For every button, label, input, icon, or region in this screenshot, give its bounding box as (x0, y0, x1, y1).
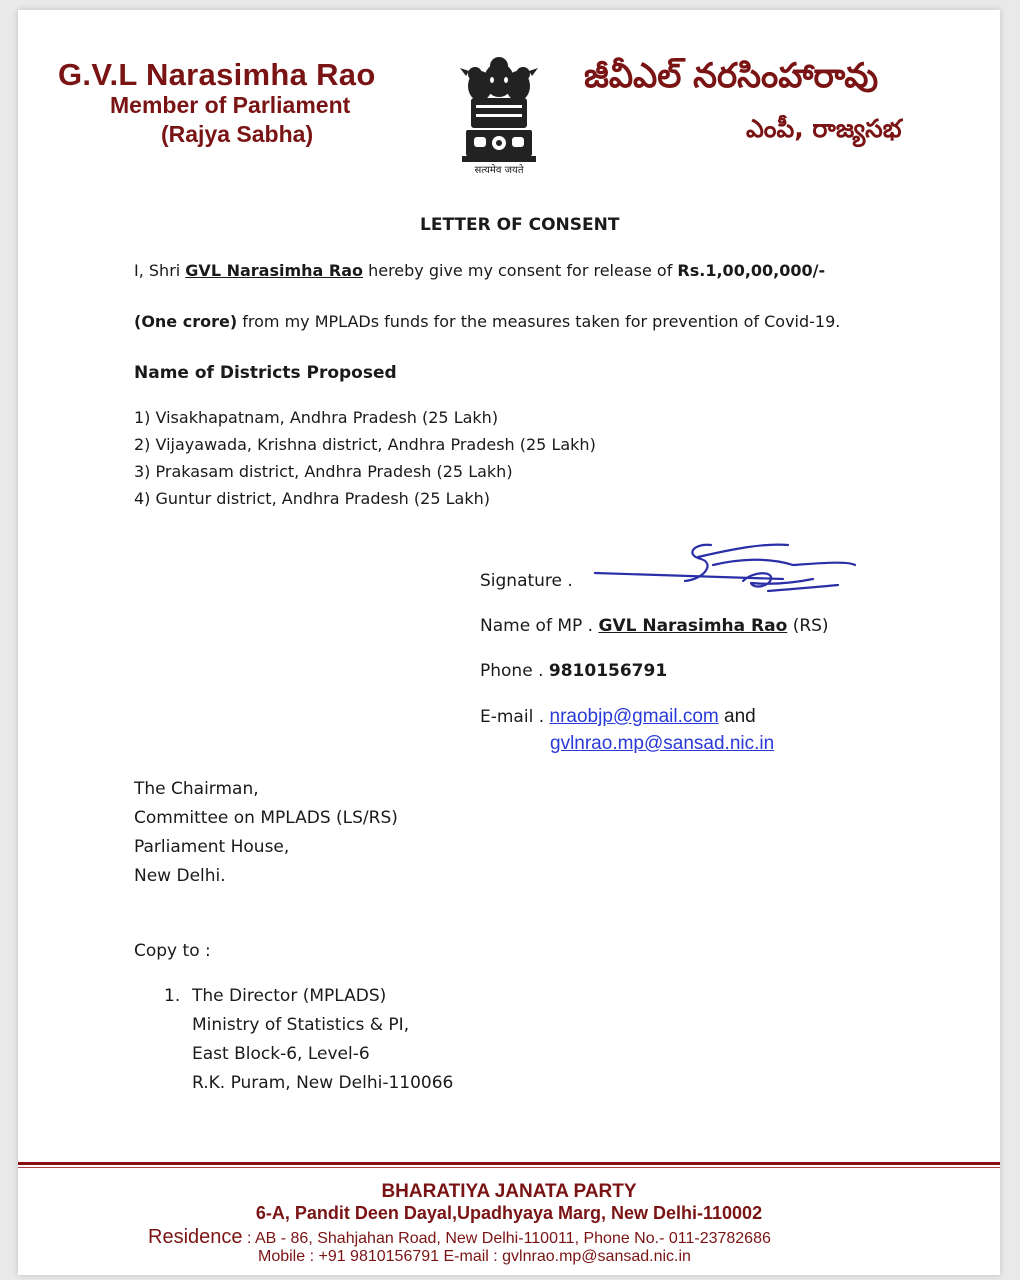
email-and: and (718, 706, 756, 727)
addressee-line: Parliament House, (134, 837, 290, 857)
district-item: 1) Visakhapatnam, Andhra Pradesh (25 Lakh) (134, 408, 499, 427)
footer-divider-thin (18, 1167, 1000, 1168)
district-item: 3) Prakasam district, Andhra Pradesh (25 Lakh) (134, 462, 513, 481)
mp-name: GVL Narasimha Rao (185, 261, 363, 280)
national-emblem-icon (454, 50, 544, 180)
letterhead-house: (Rajya Sabha) (161, 121, 314, 147)
districts-heading: Name of Districts Proposed (134, 363, 397, 383)
footer-divider (18, 1162, 1000, 1165)
letterhead-title: Member of Parliament (110, 92, 351, 118)
letter-heading: LETTER OF CONSENT (420, 215, 620, 235)
residence-label: Residence (148, 1226, 243, 1248)
amount-in-words: (One crore) (134, 312, 238, 331)
consent-purpose: from my MPLADs funds for the measures taken for prevention of Covid-19. (237, 312, 841, 331)
copy-to-line: The Director (MPLADS) (192, 986, 387, 1006)
copy-to-line: East Block-6, Level-6 (192, 1044, 370, 1064)
email-link-secondary[interactable]: gvlnrao.mp@sansad.nic.in (550, 733, 775, 754)
residence-text: : AB - 86, Shahjahan Road, New Delhi-110011, Phone No.- 011-23782686 (242, 1230, 771, 1247)
footer-contact: Mobile : +91 9810156791 E-mail : gvlnrao.mp@sansad.nic.in (258, 1248, 691, 1265)
phone-label: Phone . (480, 661, 549, 681)
name-suffix: (RS) (787, 616, 829, 636)
letterhead-name: G.V.L Narasimha Rao (58, 57, 376, 92)
addressee-line: New Delhi. (134, 866, 226, 886)
phone-line (480, 661, 667, 681)
consent-text: I, Shri (134, 261, 186, 280)
letterhead-telugu-title: ఎంపీ, రాజ్యసభ (746, 114, 902, 143)
mp-name-value: GVL Narasimha Rao (598, 616, 788, 636)
email-line (480, 706, 756, 728)
footer-party-name: BHARATIYA JANATA PARTY (381, 1181, 637, 1202)
district-item: 2) Vijayawada, Krishna district, Andhra Pradesh (25 Lakh) (134, 435, 596, 454)
letterhead-telugu-name: జీవీఎల్ నరసింహారావు (584, 56, 879, 96)
addressee-line: Committee on MPLADS (LS/RS) (134, 808, 398, 828)
handwritten-signature (593, 535, 858, 615)
email-label: E-mail . (480, 707, 550, 727)
consent-amount: Rs.1,00,00,000/- (677, 261, 826, 280)
mp-name-line (480, 616, 829, 636)
emblem-motto: सत्यमेव जयते (474, 165, 524, 176)
copy-to-line: R.K. Puram, New Delhi-110066 (192, 1073, 454, 1093)
signature-label: Signature . (480, 571, 573, 591)
email-line-2 (550, 733, 774, 755)
copy-to-line: Ministry of Statistics & PI, (192, 1015, 410, 1035)
footer-residence (148, 1226, 771, 1249)
phone-value: 9810156791 (548, 661, 668, 681)
copy-to-number: 1. (164, 986, 181, 1006)
consent-paragraph-1 (134, 261, 825, 280)
footer-office-address: 6-A, Pandit Deen Dayal,Upadhyaya Marg, New Delhi-110002 (255, 1203, 763, 1223)
email-link-primary[interactable]: nraobjp@gmail.com (549, 706, 719, 727)
copy-to-label: Copy to : (134, 941, 211, 961)
consent-text: hereby give my consent for release of (363, 261, 678, 280)
name-label: Name of MP . (480, 616, 599, 636)
letter-page (18, 10, 1000, 1275)
district-item: 4) Guntur district, Andhra Pradesh (25 Lakh) (134, 489, 490, 508)
consent-paragraph-2 (134, 312, 840, 331)
addressee-line: The Chairman, (134, 779, 259, 799)
